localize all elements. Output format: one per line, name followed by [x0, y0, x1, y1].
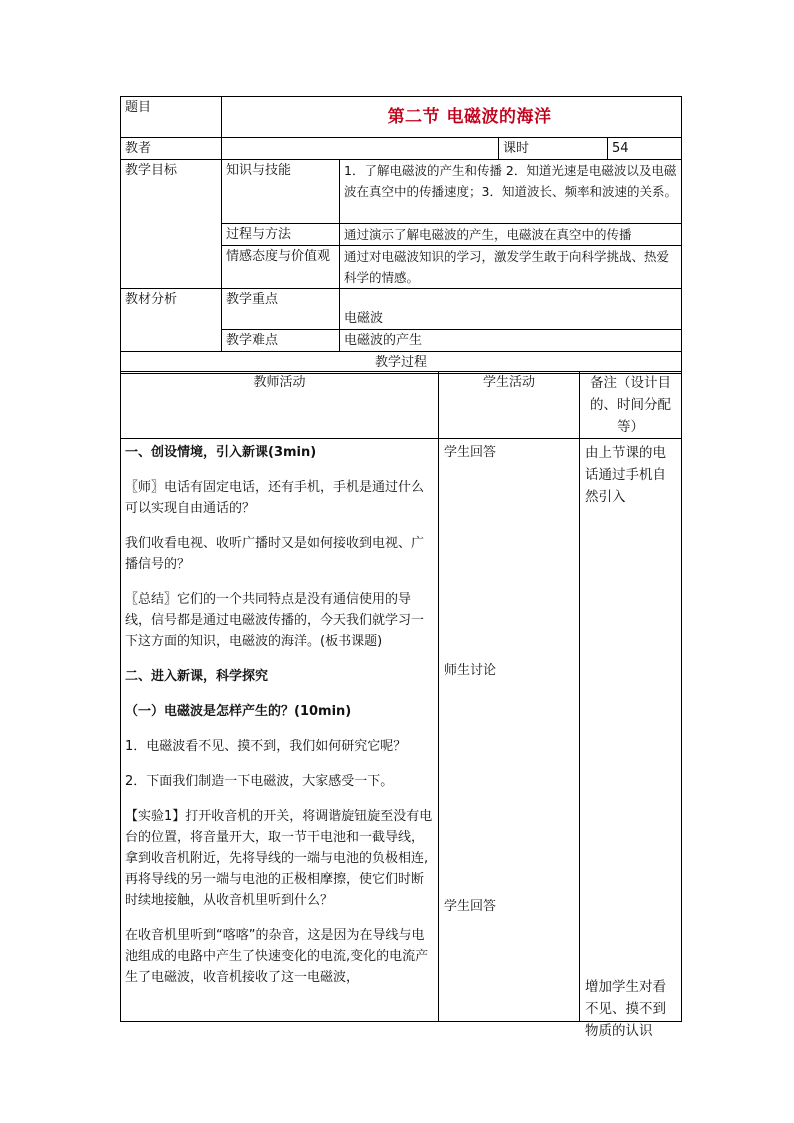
section-heading: 二、进入新课，科学探究	[125, 669, 269, 684]
key-point-label: 教学重点	[222, 289, 340, 330]
difficult-point-label: 教学难点	[222, 330, 340, 352]
process-heading: 教学过程	[121, 352, 682, 374]
col-student-header: 学生活动	[439, 372, 580, 439]
note-cell	[580, 439, 682, 1039]
teacher-value	[222, 138, 499, 160]
paragraph: 1．电磁波看不见、摸不到，我们如何研究它呢？	[125, 739, 407, 754]
student-activity-cell	[439, 439, 580, 1022]
teacher-label: 教者	[121, 138, 222, 160]
period-value: 54	[608, 138, 682, 160]
note-item: 增加学生对看不见、摸不到物质的认识	[585, 979, 666, 1039]
goal-row-text-knowledge: 1．了解电磁波的产生和传播 2．知道光速是电磁波以及电磁波在真空中的传播速度；3．知道波长、频率和波速的关系。	[340, 160, 682, 224]
col-teacher-header: 教师活动	[121, 372, 439, 439]
goal-row-label-emotion: 情感态度与价值观	[222, 246, 340, 289]
paragraph: 在收音机里听到“喀喀”的杂音，这是因为在导线与电池组成的电路中产生了快速变化的电流,变化的电流产生了电磁波，收音机接收了这一电磁波，	[125, 928, 429, 985]
section-heading: 一、创设情境，引入新课(3min)	[125, 445, 317, 460]
paragraph: 【实验1】打开收音机的开关，将调谐旋钮旋至没有电台的位置，将音量开大，取一节干电池和一截导线，拿到收音机附近，先将导线的一端与电池的负极相连,再将导线的另一端与电池的正极相摩擦，使它们时断时续地接触，从收音机里听到什么？	[125, 809, 433, 908]
difficult-point-text: 电磁波的产生	[340, 330, 682, 352]
note-item: 由上节课的电话通过手机自然引入	[585, 445, 666, 505]
goals-label: 教学目标	[121, 160, 222, 289]
paragraph: 〖总结〗它们的一个共同特点是没有通信使用的导线，信号都是通过电磁波传播的，今天我们就学习一下这方面的知识，电磁波的海洋。(板书课题)	[125, 592, 425, 649]
col-note-header: 备注（设计目的、时间分配等）	[580, 372, 682, 439]
topic-label: 题目	[121, 97, 222, 138]
student-item: 学生回答	[444, 899, 497, 914]
paragraph: 2．下面我们制造一下电磁波，大家感受一下。	[125, 774, 394, 789]
paragraph: 〖师〗电话有固定电话，还有手机，手机是通过什么可以实现自由通话的？	[125, 480, 425, 516]
goal-row-label-process: 过程与方法	[222, 224, 340, 246]
lesson-info-table	[120, 96, 682, 374]
page-title: 第二节 电磁波的海洋	[222, 97, 682, 138]
analysis-label: 教材分析	[121, 289, 222, 352]
teacher-activity-cell	[121, 439, 439, 1022]
teaching-process-table	[120, 371, 682, 1039]
paragraph: 我们收看电视、收听广播时又是如何接收到电视、广播信号的？	[125, 536, 425, 572]
goal-row-text-process: 通过演示了解电磁波的产生，电磁波在真空中的传播	[340, 224, 682, 246]
period-label: 课时	[499, 138, 608, 160]
goal-row-label-knowledge: 知识与技能	[222, 160, 340, 224]
student-item: 学生回答	[444, 445, 497, 460]
subsection-heading: （一）电磁波是怎样产生的？(10min)	[125, 704, 352, 719]
student-item: 师生讨论	[444, 663, 497, 678]
goal-row-text-emotion: 通过对电磁波知识的学习，激发学生敢于向科学挑战、热爱科学的情感。	[340, 246, 682, 289]
key-point-text: 电磁波	[340, 289, 682, 330]
